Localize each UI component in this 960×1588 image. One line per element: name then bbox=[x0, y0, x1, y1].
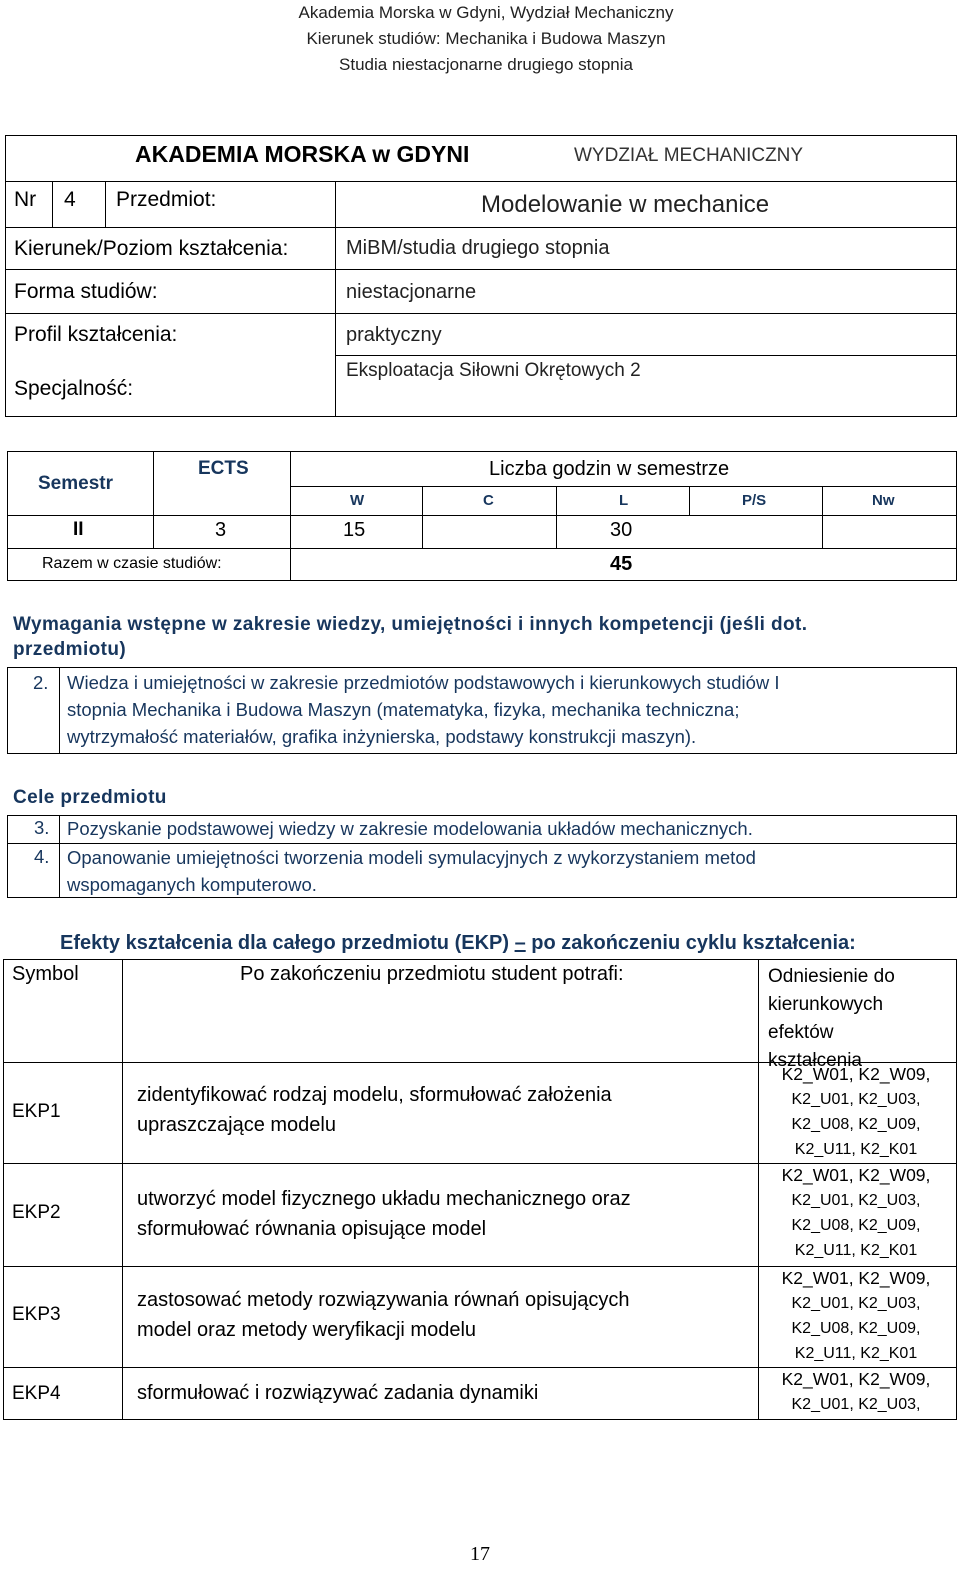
effects-title-dash: – bbox=[514, 932, 526, 954]
page-number: 17 bbox=[470, 1543, 490, 1565]
ekp-description-line: sformułować i rozwiązywać zadania dynamiki bbox=[137, 1382, 539, 1404]
goal-number: 3. bbox=[34, 817, 50, 838]
requirement-line-2: stopnia Mechanika i Budowa Maszyn (matematyka, fizyka, mechanika techniczna; bbox=[67, 699, 740, 720]
ekp-reference-line: K2_W01, K2_W09, bbox=[781, 1369, 931, 1389]
ekp-description-line: zidentyfikować rodzaj modelu, sformułować założenia bbox=[137, 1084, 612, 1106]
ekp-description bbox=[137, 1080, 612, 1140]
ekp-reference-line: K2_U11, K2_K01 bbox=[794, 1141, 918, 1158]
ekp-reference-line: K2_U08, K2_U09, bbox=[791, 1217, 921, 1234]
ekp-reference-line: K2_W01, K2_W09, bbox=[781, 1064, 931, 1084]
ekp-reference-line: K2_U11, K2_K01 bbox=[794, 1345, 918, 1362]
semester-value: II bbox=[73, 519, 84, 540]
col-reference-line: kierunkowych bbox=[768, 994, 884, 1015]
col-l: L bbox=[619, 492, 629, 509]
col-c: C bbox=[483, 492, 494, 509]
requirement-line-3: wytrzymałość materiałów, grafika inżynierska, podstawy konstrukcji maszyn). bbox=[67, 726, 697, 747]
ekp-reference-line: K2_U08, K2_U09, bbox=[791, 1320, 921, 1337]
ekp-reference-line: K2_W01, K2_W09, bbox=[781, 1268, 931, 1288]
goal-line: Pozyskanie podstawowej wiedzy w zakresie modelowania układów mechanicznych. bbox=[67, 818, 753, 839]
col-symbol: Symbol bbox=[12, 963, 79, 985]
ekp-reference-line: K2_U01, K2_U03, bbox=[791, 1295, 921, 1312]
nr-value: 4 bbox=[64, 188, 76, 211]
col-reference bbox=[768, 963, 895, 1075]
effects-title bbox=[60, 932, 856, 955]
ekp-description-line: model oraz metody weryfikacji modelu bbox=[137, 1319, 477, 1341]
ekp-reference bbox=[762, 1266, 950, 1366]
requirements-title-line-1: Wymagania wstępne w zakresie wiedzy, umiejętności i innych kompetencji (jeśli dot. bbox=[13, 614, 808, 635]
ekp-description-line: upraszczające modelu bbox=[137, 1114, 336, 1136]
w-value: 15 bbox=[343, 519, 366, 541]
ekp-reference bbox=[762, 1062, 950, 1162]
col-nw: Nw bbox=[872, 492, 895, 509]
ekp-description bbox=[137, 1184, 631, 1244]
ekp-symbol: EKP1 bbox=[12, 1101, 61, 1122]
ekp-reference-line: K2_U08, K2_U09, bbox=[791, 1116, 921, 1133]
direction-value: MiBM/studia drugiego stopnia bbox=[346, 237, 610, 259]
direction-label: Kierunek/Poziom kształcenia: bbox=[14, 237, 289, 260]
ekp-description-line: sformułować równania opisujące model bbox=[137, 1218, 487, 1240]
ekp-reference-line: K2_U11, K2_K01 bbox=[794, 1242, 918, 1259]
ekp-reference-line: K2_U01, K2_U03, bbox=[791, 1091, 921, 1108]
col-w: W bbox=[350, 492, 365, 509]
effects-title-part-a: Efekty kształcenia dla całego przedmiotu (EKP) bbox=[60, 932, 510, 954]
col-reference-line: Odniesienie do bbox=[768, 966, 895, 987]
form-label: Forma studiów: bbox=[14, 280, 158, 303]
header-line-2: Kierunek studiów: Mechanika i Budowa Maszyn bbox=[306, 29, 666, 48]
ects-value: 3 bbox=[215, 519, 227, 541]
profile-value: praktyczny bbox=[346, 324, 442, 346]
requirement-line-1: Wiedza i umiejętności w zakresie przedmiotów podstawowych i kierunkowych studiów I bbox=[67, 672, 780, 693]
ekp-description-line: utworzyć model fizycznego układu mechanicznego oraz bbox=[137, 1188, 631, 1210]
semester-label: Semestr bbox=[38, 473, 113, 494]
running-header bbox=[286, 0, 686, 78]
ekp-description bbox=[137, 1285, 629, 1345]
total-label: Razem w czasie studiów: bbox=[42, 555, 222, 572]
l-value: 30 bbox=[610, 519, 633, 541]
form-value: niestacjonarne bbox=[346, 281, 477, 303]
university-name: AKADEMIA MORSKA w GDYNI bbox=[135, 141, 470, 167]
ects-label: ECTS bbox=[198, 458, 249, 479]
header-line-3: Studia niestacjonarne drugiego stopnia bbox=[339, 55, 633, 74]
faculty-name: WYDZIAŁ MECHANICZNY bbox=[574, 145, 804, 166]
hours-label: Liczba godzin w semestrze bbox=[489, 458, 730, 480]
subject-label: Przedmiot: bbox=[116, 188, 217, 211]
ekp-reference-line: K2_U01, K2_U03, bbox=[791, 1192, 921, 1209]
ekp-reference-line: K2_U01, K2_U03, bbox=[791, 1396, 921, 1413]
ekp-reference-line: K2_W01, K2_W09, bbox=[781, 1165, 931, 1185]
ekp-description bbox=[137, 1378, 538, 1408]
ekp-description-line: zastosować metody rozwiązywania równań opisujących bbox=[137, 1289, 630, 1311]
requirements-title-line-2: przedmiotu) bbox=[13, 639, 127, 660]
col-reference-line: kształcenia bbox=[768, 1050, 862, 1071]
subject-value: Modelowanie w mechanice bbox=[481, 191, 770, 218]
goal-line: wspomaganych komputerowo. bbox=[67, 874, 317, 895]
profile-label: Profil kształcenia: bbox=[14, 323, 178, 346]
total-value: 45 bbox=[610, 553, 633, 575]
specialty-label: Specjalność: bbox=[14, 377, 134, 400]
requirement-number: 2. bbox=[33, 672, 49, 693]
col-ps: P/S bbox=[742, 492, 767, 509]
col-description: Po zakończeniu przedmiotu student potrafi: bbox=[240, 963, 624, 985]
goals-title: Cele przedmiotu bbox=[13, 787, 167, 808]
goal-number: 4. bbox=[34, 846, 50, 867]
col-reference-line: efektów bbox=[768, 1022, 834, 1043]
goal-line: Opanowanie umiejętności tworzenia modeli symulacyjnych z wykorzystaniem metod bbox=[67, 847, 756, 868]
ekp-reference bbox=[762, 1367, 950, 1417]
specialty-value: Eksploatacja Siłowni Okrętowych 2 bbox=[346, 360, 641, 381]
ekp-symbol: EKP2 bbox=[12, 1202, 61, 1223]
effects-title-part-b: po zakończeniu cyklu kształcenia: bbox=[525, 932, 856, 954]
header-line-1: Akademia Morska w Gdyni, Wydział Mechaniczny bbox=[298, 3, 674, 22]
ekp-reference bbox=[762, 1163, 950, 1263]
ekp-symbol: EKP4 bbox=[12, 1383, 61, 1404]
ekp-symbol: EKP3 bbox=[12, 1304, 61, 1325]
nr-label: Nr bbox=[14, 188, 37, 211]
